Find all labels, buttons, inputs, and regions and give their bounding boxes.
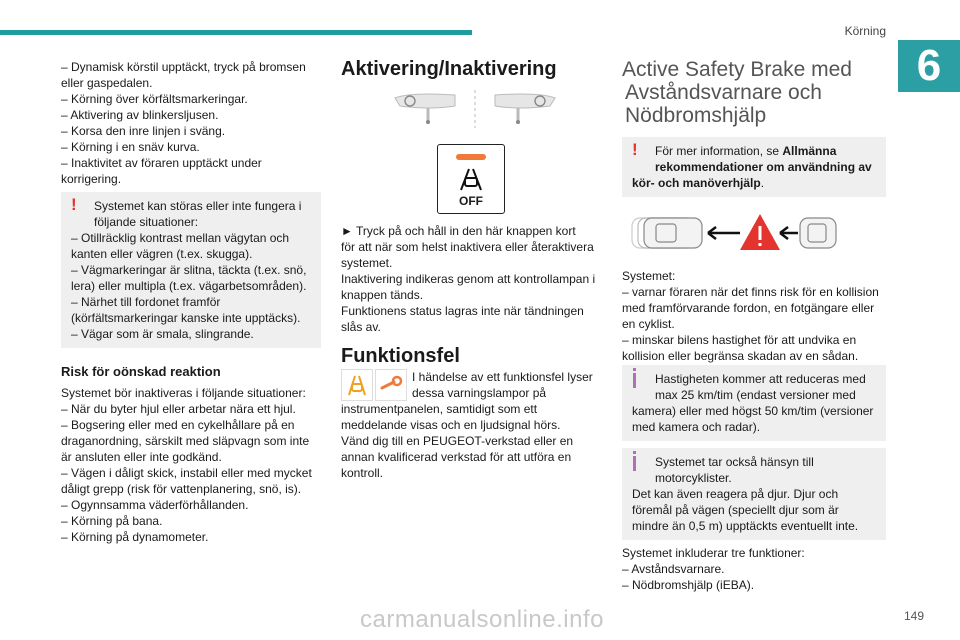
text-line: följande situationer:: [94, 215, 199, 229]
text-line: kollision eller begränsa skadan av en sådan.: [622, 349, 859, 363]
title-line: Active Safety Brake med: [622, 58, 852, 81]
text-line: är ansluten eller inte godkänd.: [61, 450, 222, 464]
text-line: max 25 km/tim (endast versioner med: [655, 388, 856, 402]
text-line: motorcyklister.: [655, 471, 732, 485]
text-line: – Dynamisk körstil upptäckt, tryck på bromsen: [61, 60, 306, 74]
collision-warning-illustration: [628, 210, 838, 256]
text-line: dessa varningslampor på: [412, 386, 547, 400]
ref-link-2[interactable]: rekommendationer om användning av: [655, 160, 872, 174]
text-line: mindre än 0,5 m) upptäckts eventuellt inte.: [632, 519, 859, 533]
text-line: Systemet tar också hänsyn till: [655, 455, 814, 469]
lane-assist-off-button[interactable]: [437, 144, 505, 214]
text-line: – Inaktivitet av föraren upptäckt under: [61, 156, 262, 170]
ref-line-1: [632, 140, 878, 159]
text-line: annan kvalificerad verkstad för att utföra en: [341, 450, 572, 464]
ref-line-2: [632, 159, 878, 175]
text-line: – Nödbromshjälp (iEBA).: [622, 578, 755, 592]
text-line: Vänd dig till en PEUGEOT-verkstad eller en: [341, 434, 574, 448]
text-line: Systemet inkluderar tre funktioner:: [622, 546, 805, 560]
text-line: – Körning över körfältsmarkeringar.: [61, 92, 248, 106]
lane-warning-lamp: [341, 369, 373, 401]
text-line: föremål på vägen (speciellt djur som är: [632, 503, 839, 517]
title-line: Nödbromshjälp: [625, 104, 767, 127]
title-line: Avståndsvarnare och: [625, 81, 822, 104]
warning-icon: !: [71, 195, 77, 214]
text-line: (körfältsmarkeringar kanske inte upptäcks).: [71, 311, 301, 325]
text-line: I händelse av ett funktionsfel lyser: [412, 370, 593, 384]
info-box-motorcyclists: [622, 448, 886, 540]
text-line: kanten eller vägren (t.ex. skugga).: [71, 247, 253, 261]
text-line: systemet.: [341, 256, 393, 270]
ref-link-3[interactable]: kör- och manöverhjälp: [632, 176, 761, 190]
text-line: – Otillräcklig kontrast mellan vägytan och: [71, 231, 290, 245]
text-line: lera) eller multipla (t.ex. vägarbetsområden).: [71, 279, 307, 293]
text-line: kontroll.: [341, 466, 384, 480]
text-line: Systemet kan störas eller inte fungera i: [94, 199, 302, 213]
text-line: meddelande visas och en ljudsignal hörs.: [341, 418, 561, 432]
activation-text: [341, 223, 599, 335]
reference-box: [622, 137, 886, 197]
text-line: – Vägar som är smala, slingrande.: [71, 327, 254, 341]
text-line: – Korsa den inre linjen i sväng.: [61, 124, 226, 138]
info-box-speed: [622, 365, 886, 441]
text-line: – Vägen i dåligt skick, instabil eller med mycket: [61, 466, 312, 480]
text-line: – varnar föraren när det finns risk för en kollision: [622, 285, 879, 299]
fault-text-indented: [412, 369, 602, 401]
text-line: Hastigheten kommer att reduceras med: [655, 372, 866, 386]
running-header: Körning: [844, 24, 886, 38]
ref-suffix: .: [760, 176, 765, 190]
text-line: instrumentpanelen, samtidigt som ett: [341, 402, 538, 416]
text-line: med kamera och radar).: [632, 420, 761, 434]
text-line: – Bogsering eller med en cykelhållare på en: [61, 418, 295, 432]
text-line: – minskar bilens hastighet för att undvika en: [622, 333, 857, 347]
mirror-stalk-illustration: [390, 88, 560, 130]
text-line: – När du byter hjul eller arbetar nära ett hjul.: [61, 402, 296, 416]
functions-list: [622, 545, 880, 593]
text-line: – Aktivering av blinkersljusen.: [61, 108, 219, 122]
risk-heading: Risk för oönskad reaktion: [61, 364, 221, 379]
lane-fault-icon: [342, 370, 372, 400]
system-description: [622, 268, 880, 364]
risk-list: [61, 385, 319, 545]
ref-prefix: För mer information, se: [655, 144, 783, 158]
info-icon: [633, 373, 636, 388]
activation-heading: Aktivering/Inaktivering: [341, 58, 557, 80]
header-accent-bar: [0, 30, 472, 35]
text-line: – Vägmarkeringar är slitna, täckta (t.ex. snö,: [71, 263, 307, 277]
text-line: Systemet:: [622, 269, 676, 283]
text-line: Funktionens status lagras inte när tändningen: [341, 304, 584, 318]
page-number: 149: [903, 609, 924, 623]
text-line: en cyklist.: [622, 317, 675, 331]
text-line: – Närhet till fordonet framför: [71, 295, 221, 309]
warning-icon: !: [632, 140, 638, 159]
text-line: slås av.: [341, 320, 381, 334]
off-label: OFF: [459, 194, 483, 208]
watermark: carmanualsonline.info: [360, 606, 604, 633]
indicator-lamp-icon: [456, 154, 486, 160]
text-line: korrigering.: [61, 172, 122, 186]
intro-list: [61, 59, 319, 187]
ref-link-1[interactable]: Allmänna: [782, 144, 837, 158]
text-line: – Körning i en snäv kurva.: [61, 140, 200, 154]
section-title: [622, 58, 852, 127]
text-line: Systemet bör inaktiveras i följande situationer:: [61, 386, 306, 400]
text-line: ► Tryck på och håll in den här knappen kort: [341, 224, 576, 238]
text-line: draganordning, särskilt med släpvagn som inte: [61, 434, 310, 448]
text-line: med framförvarande fordon, en fotgängare eller: [622, 301, 875, 315]
chapter-number-tab: 6: [898, 40, 960, 92]
text-line: för att när som helst inaktivera eller återaktivera: [341, 240, 594, 254]
text-line: – Körning på dynamometer.: [61, 530, 209, 544]
fault-text: [341, 401, 599, 481]
text-line: dåligt grepp (risk för vattenplanering, snö, is).: [61, 482, 302, 496]
text-line: – Avståndsvarnare.: [622, 562, 725, 576]
text-line: eller gaspedalen.: [61, 76, 153, 90]
wrench-icon: [376, 370, 406, 400]
fault-heading: Funktionsfel: [341, 345, 460, 367]
warning-box: [61, 192, 321, 348]
service-warning-lamp: [375, 369, 407, 401]
text-line: – Ogynnsamma väderförhållanden.: [61, 498, 249, 512]
text-line: kamera) eller med högst 50 km/tim (versioner: [632, 404, 874, 418]
text-line: Det kan även reagera på djur. Djur och: [632, 487, 839, 501]
text-line: – Körning på bana.: [61, 514, 163, 528]
ref-line-3: [632, 175, 878, 191]
lane-departure-icon: [455, 166, 487, 192]
info-icon: [633, 456, 636, 471]
text-line: Inaktivering indikeras genom att kontrollampan i: [341, 272, 596, 286]
text-line: knappen tänds.: [341, 288, 424, 302]
